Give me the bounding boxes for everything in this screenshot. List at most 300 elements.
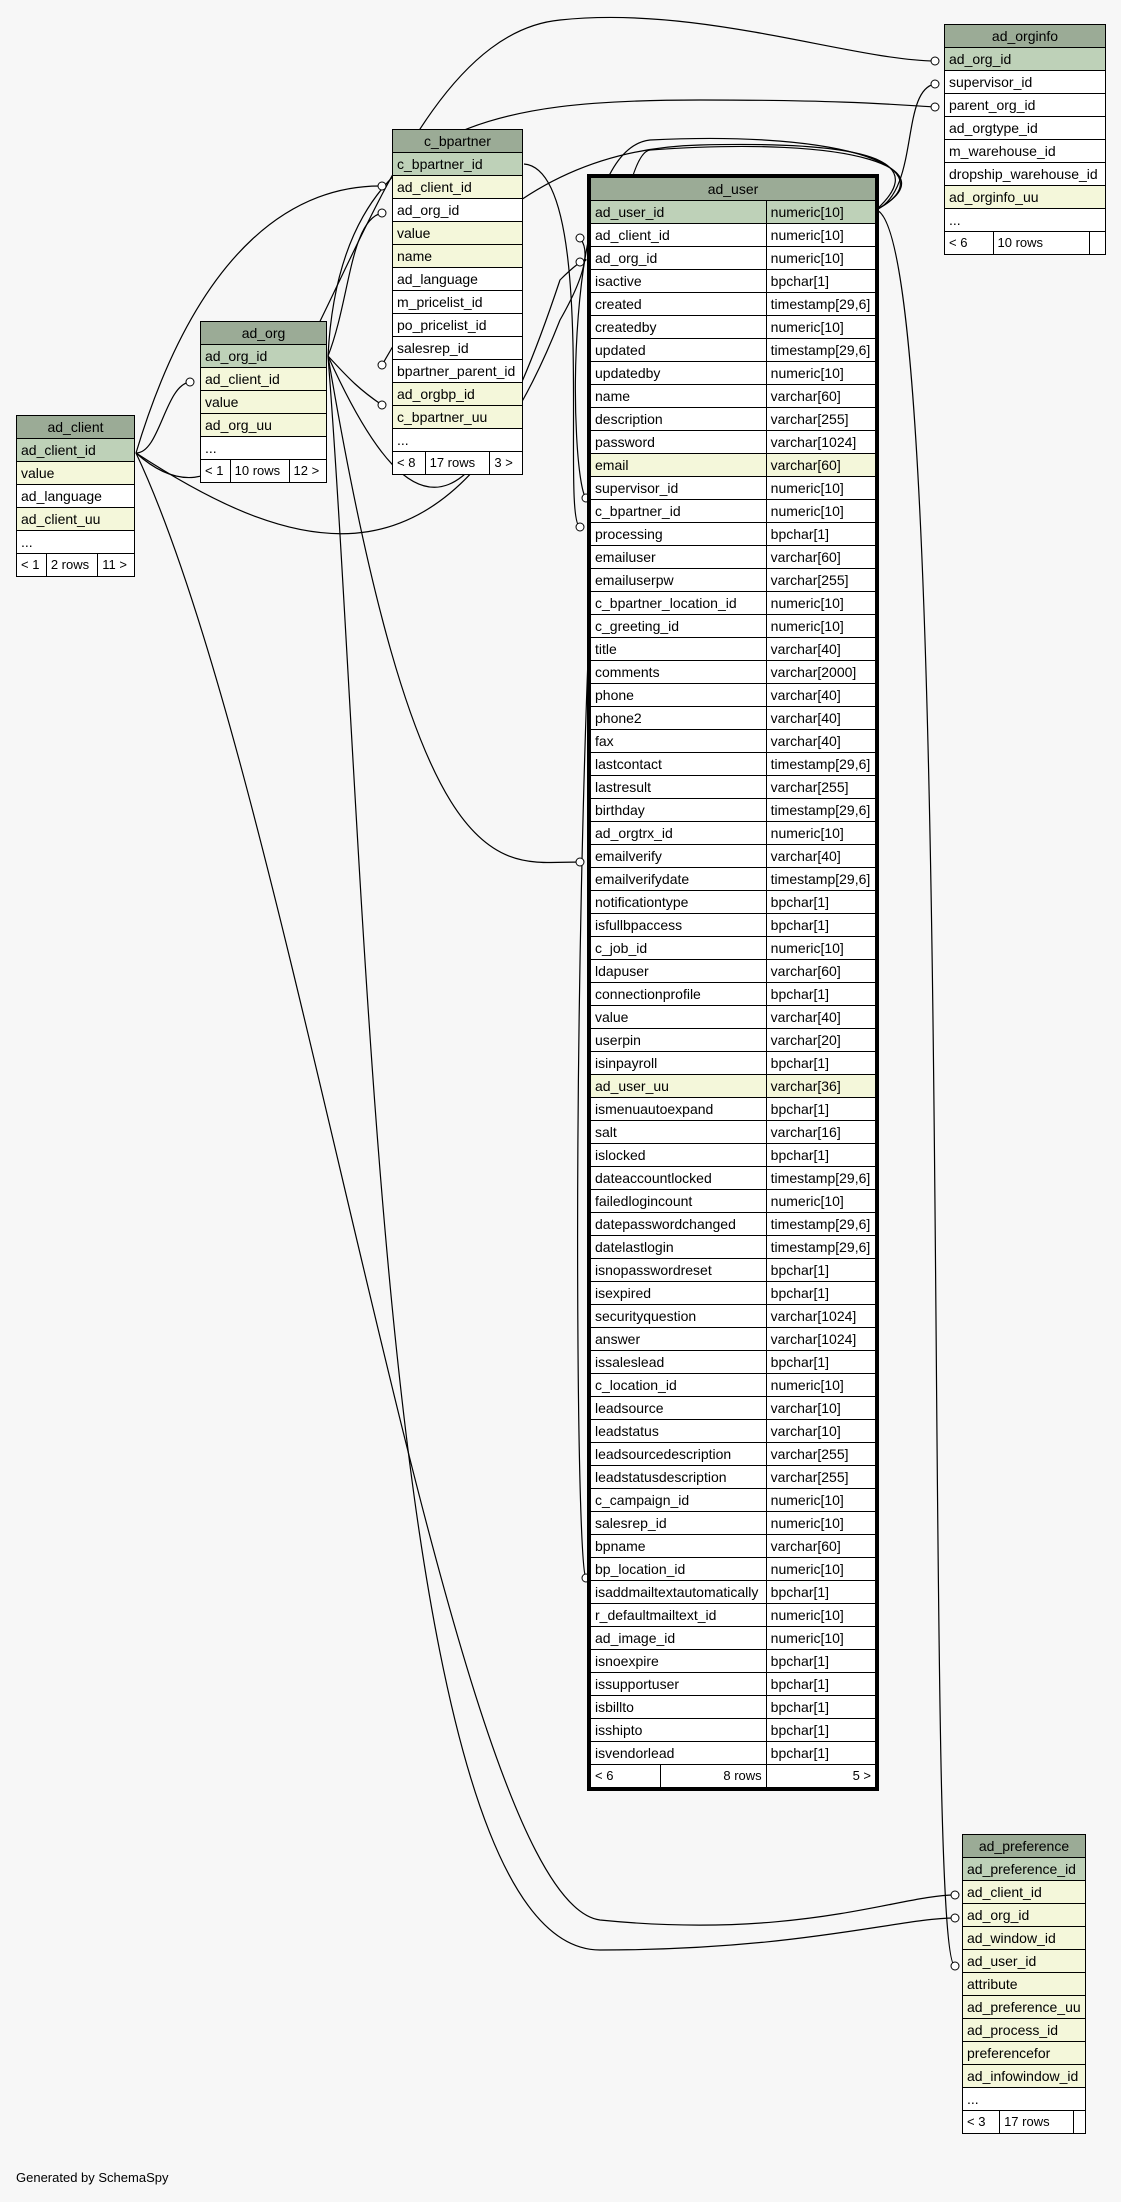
- column-type: bpchar[1]: [766, 1673, 875, 1696]
- column-type: numeric[10]: [766, 500, 875, 523]
- column-name: ad_infowindow_id: [963, 2065, 1086, 2088]
- column-row: [591, 339, 876, 362]
- column-row: [945, 71, 1106, 94]
- column-name: c_campaign_id: [591, 1489, 767, 1512]
- column-name: processing: [591, 523, 767, 546]
- column-type: varchar[1024]: [766, 1328, 875, 1351]
- table-header-row: [201, 322, 327, 345]
- column-row: [591, 638, 876, 661]
- column-name: createdby: [591, 316, 767, 339]
- relationship-line-bpartner-to-user-bpartner: [524, 164, 580, 527]
- table-footer-row: [393, 452, 523, 475]
- relationship-line-ad-client-to-ad-org: [136, 382, 190, 453]
- parents-count: < 3: [963, 2111, 1000, 2134]
- table-title: ad_orginfo: [945, 25, 1106, 48]
- column-name: ad_client_id: [201, 368, 327, 391]
- table-header-row: [963, 1835, 1086, 1858]
- column-name: ad_org_uu: [201, 414, 327, 437]
- column-row: [591, 1443, 876, 1466]
- column-type: bpchar[1]: [766, 270, 875, 293]
- children-count: 12 >: [289, 460, 326, 483]
- column-type: varchar[40]: [766, 707, 875, 730]
- column-name: issaleslead: [591, 1351, 767, 1374]
- column-row: [963, 1996, 1086, 2019]
- column-name: ad_orginfo_uu: [945, 186, 1106, 209]
- column-type: varchar[10]: [766, 1397, 875, 1420]
- column-name: name: [393, 245, 523, 268]
- column-row: [591, 247, 876, 270]
- column-name: updatedby: [591, 362, 767, 385]
- column-name: ...: [393, 429, 523, 452]
- column-type: varchar[40]: [766, 684, 875, 707]
- table-ad-preference[interactable]: [962, 1834, 1086, 2134]
- column-row: [591, 1282, 876, 1305]
- column-type: numeric[10]: [766, 615, 875, 638]
- table-ad-user[interactable]: [590, 177, 876, 1788]
- column-name: supervisor_id: [945, 71, 1106, 94]
- table-ad-orginfo[interactable]: [944, 24, 1106, 255]
- column-name: isaddmailtextautomatically: [591, 1581, 767, 1604]
- column-name: isvendorlead: [591, 1742, 767, 1765]
- table-title: ad_user: [591, 178, 876, 201]
- column-name: isshipto: [591, 1719, 767, 1742]
- zero-or-many-marker: [378, 401, 386, 409]
- column-type: numeric[10]: [766, 1512, 875, 1535]
- column-name: bpartner_parent_id: [393, 360, 523, 383]
- parents-count: < 8: [393, 452, 426, 475]
- column-type: numeric[10]: [766, 316, 875, 339]
- column-row: [963, 1973, 1086, 1996]
- column-name: ldapuser: [591, 960, 767, 983]
- relationship-line-ad-org-to-bpartner-orgbp: [328, 356, 382, 405]
- column-type: timestamp[29,6]: [766, 868, 875, 891]
- column-row: [963, 2065, 1086, 2088]
- column-name: ad_client_id: [591, 224, 767, 247]
- column-type: numeric[10]: [766, 1190, 875, 1213]
- column-type: varchar[1024]: [766, 1305, 875, 1328]
- column-name: ad_org_id: [201, 345, 327, 368]
- column-name: phone2: [591, 707, 767, 730]
- column-row: [591, 1397, 876, 1420]
- column-row: [591, 730, 876, 753]
- column-name: salt: [591, 1121, 767, 1144]
- column-row: [963, 1858, 1086, 1881]
- column-row: [591, 1604, 876, 1627]
- column-row: [591, 1236, 876, 1259]
- column-name: name: [591, 385, 767, 408]
- column-row: [591, 1121, 876, 1144]
- column-row: [945, 140, 1106, 163]
- column-row: [945, 94, 1106, 117]
- column-name: ad_orgtrx_id: [591, 822, 767, 845]
- column-name: ad_client_id: [393, 176, 523, 199]
- table-footer-row: [201, 460, 327, 483]
- column-row: [591, 822, 876, 845]
- column-row: [945, 48, 1106, 71]
- column-name: leadstatus: [591, 1420, 767, 1443]
- column-name: ad_window_id: [963, 1927, 1086, 1950]
- column-row: [591, 1190, 876, 1213]
- column-row: [393, 383, 523, 406]
- column-name: emailuser: [591, 546, 767, 569]
- column-type: bpchar[1]: [766, 1719, 875, 1742]
- column-name: ad_org_id: [963, 1904, 1086, 1927]
- column-row: [963, 1927, 1086, 1950]
- column-name: islocked: [591, 1144, 767, 1167]
- column-name: ...: [945, 209, 1106, 232]
- column-row: [591, 431, 876, 454]
- column-row: [591, 983, 876, 1006]
- column-type: bpchar[1]: [766, 1098, 875, 1121]
- column-type: varchar[36]: [766, 1075, 875, 1098]
- table-header-row: [591, 178, 876, 201]
- column-name: email: [591, 454, 767, 477]
- zero-or-many-marker: [378, 361, 386, 369]
- row-count: 8 rows: [661, 1765, 767, 1788]
- generated-by-note: Generated by SchemaSpy: [16, 2170, 169, 2185]
- column-type: timestamp[29,6]: [766, 1236, 875, 1259]
- column-row: [591, 960, 876, 983]
- column-type: numeric[10]: [766, 362, 875, 385]
- column-row: [591, 1489, 876, 1512]
- zero-or-many-marker: [576, 258, 584, 266]
- column-name: c_job_id: [591, 937, 767, 960]
- column-row: [591, 1742, 876, 1765]
- column-name: dropship_warehouse_id: [945, 163, 1106, 186]
- column-row: [591, 270, 876, 293]
- table-ad-client[interactable]: [16, 415, 135, 577]
- column-row: [591, 799, 876, 822]
- column-row: [963, 1950, 1086, 1973]
- table-title: c_bpartner: [393, 130, 523, 153]
- row-count: 10 rows: [230, 460, 289, 483]
- column-name: c_location_id: [591, 1374, 767, 1397]
- column-row: [591, 1535, 876, 1558]
- column-row: [17, 485, 135, 508]
- column-name: emailuserpw: [591, 569, 767, 592]
- column-row: [17, 508, 135, 531]
- column-type: bpchar[1]: [766, 1282, 875, 1305]
- column-name: issupportuser: [591, 1673, 767, 1696]
- column-type: numeric[10]: [766, 247, 875, 270]
- column-name: ad_client_id: [963, 1881, 1086, 1904]
- column-name: ismenuautoexpand: [591, 1098, 767, 1121]
- column-name: ad_language: [393, 268, 523, 291]
- column-row: [591, 1627, 876, 1650]
- column-type: numeric[10]: [766, 937, 875, 960]
- column-type: varchar[255]: [766, 569, 875, 592]
- column-type: varchar[60]: [766, 546, 875, 569]
- column-type: varchar[40]: [766, 730, 875, 753]
- zero-or-many-marker: [951, 1914, 959, 1922]
- column-type: timestamp[29,6]: [766, 1213, 875, 1236]
- children-count: 11 >: [98, 554, 135, 577]
- column-name: emailverifydate: [591, 868, 767, 891]
- column-row: [393, 268, 523, 291]
- column-name: connectionprofile: [591, 983, 767, 1006]
- column-type: varchar[255]: [766, 1443, 875, 1466]
- column-name: bp_location_id: [591, 1558, 767, 1581]
- column-name: updated: [591, 339, 767, 362]
- column-row: [201, 437, 327, 460]
- column-name: ad_org_id: [393, 199, 523, 222]
- column-name: birthday: [591, 799, 767, 822]
- column-row: [201, 414, 327, 437]
- column-row: [591, 615, 876, 638]
- column-row: [393, 245, 523, 268]
- column-name: isfullbpaccess: [591, 914, 767, 937]
- column-name: isnopasswordreset: [591, 1259, 767, 1282]
- column-name: attribute: [963, 1973, 1086, 1996]
- column-row: [17, 531, 135, 554]
- column-row: [945, 209, 1106, 232]
- zero-or-many-marker: [931, 80, 939, 88]
- column-row: [591, 546, 876, 569]
- column-row: [591, 1466, 876, 1489]
- zero-or-many-marker: [378, 209, 386, 217]
- column-row: [393, 153, 523, 176]
- row-count: 17 rows: [425, 452, 490, 475]
- column-name: dateaccountlocked: [591, 1167, 767, 1190]
- column-name: ad_process_id: [963, 2019, 1086, 2042]
- zero-or-many-marker: [576, 858, 584, 866]
- column-name: created: [591, 293, 767, 316]
- column-name: value: [17, 462, 135, 485]
- column-type: varchar[60]: [766, 960, 875, 983]
- column-row: [591, 1581, 876, 1604]
- column-row: [591, 385, 876, 408]
- column-row: [591, 1650, 876, 1673]
- column-type: numeric[10]: [766, 822, 875, 845]
- column-row: [591, 914, 876, 937]
- column-row: [591, 1144, 876, 1167]
- table-footer-row: [17, 554, 135, 577]
- column-type: numeric[10]: [766, 201, 875, 224]
- column-row: [591, 753, 876, 776]
- column-row: [393, 406, 523, 429]
- table-title: ad_org: [201, 322, 327, 345]
- column-row: [591, 500, 876, 523]
- column-name: ad_orgbp_id: [393, 383, 523, 406]
- column-name: ad_language: [17, 485, 135, 508]
- column-row: [591, 1328, 876, 1351]
- column-row: [17, 439, 135, 462]
- children-count: 5 >: [766, 1765, 875, 1788]
- row-count: 10 rows: [993, 232, 1089, 255]
- column-type: bpchar[1]: [766, 1581, 875, 1604]
- column-type: numeric[10]: [766, 477, 875, 500]
- column-name: ...: [17, 531, 135, 554]
- column-type: timestamp[29,6]: [766, 1167, 875, 1190]
- column-row: [591, 684, 876, 707]
- column-name: datelastlogin: [591, 1236, 767, 1259]
- column-row: [591, 1374, 876, 1397]
- column-name: ad_org_id: [591, 247, 767, 270]
- column-row: [591, 661, 876, 684]
- column-type: varchar[40]: [766, 845, 875, 868]
- column-name: value: [591, 1006, 767, 1029]
- column-name: bpname: [591, 1535, 767, 1558]
- table-title: ad_client: [17, 416, 135, 439]
- column-type: numeric[10]: [766, 1489, 875, 1512]
- table-c-bpartner[interactable]: [392, 129, 523, 475]
- column-name: c_greeting_id: [591, 615, 767, 638]
- column-type: bpchar[1]: [766, 1259, 875, 1282]
- column-type: varchar[40]: [766, 638, 875, 661]
- column-name: ad_user_uu: [591, 1075, 767, 1098]
- column-name: ...: [963, 2088, 1086, 2111]
- column-type: numeric[10]: [766, 1374, 875, 1397]
- relationship-line-user-to-preference-user: [876, 210, 955, 1966]
- column-type: varchar[1024]: [766, 431, 875, 454]
- column-name: isnoexpire: [591, 1650, 767, 1673]
- parents-count: < 1: [17, 554, 47, 577]
- column-type: timestamp[29,6]: [766, 799, 875, 822]
- column-name: ad_client_id: [17, 439, 135, 462]
- column-row: [591, 362, 876, 385]
- column-row: [591, 224, 876, 247]
- column-row: [591, 201, 876, 224]
- zero-or-many-marker: [582, 494, 590, 502]
- column-row: [393, 429, 523, 452]
- column-type: varchar[60]: [766, 454, 875, 477]
- column-type: varchar[20]: [766, 1029, 875, 1052]
- column-name: userpin: [591, 1029, 767, 1052]
- column-name: po_pricelist_id: [393, 314, 523, 337]
- column-row: [591, 477, 876, 500]
- column-row: [591, 523, 876, 546]
- column-row: [963, 1904, 1086, 1927]
- column-row: [591, 1075, 876, 1098]
- zero-or-many-marker: [582, 1574, 590, 1582]
- column-type: varchar[60]: [766, 1535, 875, 1558]
- column-name: m_pricelist_id: [393, 291, 523, 314]
- zero-or-many-marker: [931, 103, 939, 111]
- zero-or-many-marker: [951, 1962, 959, 1970]
- column-name: salesrep_id: [591, 1512, 767, 1535]
- column-row: [591, 845, 876, 868]
- column-type: bpchar[1]: [766, 1144, 875, 1167]
- table-footer-row: [945, 232, 1106, 255]
- column-row: [963, 2088, 1086, 2111]
- column-name: failedlogincount: [591, 1190, 767, 1213]
- column-name: ad_preference_id: [963, 1858, 1086, 1881]
- column-row: [17, 462, 135, 485]
- column-row: [945, 117, 1106, 140]
- column-name: m_warehouse_id: [945, 140, 1106, 163]
- column-row: [393, 314, 523, 337]
- zero-or-many-marker: [186, 378, 194, 386]
- column-type: varchar[255]: [766, 408, 875, 431]
- column-name: preferencefor: [963, 2042, 1086, 2065]
- column-type: bpchar[1]: [766, 523, 875, 546]
- row-count: 2 rows: [46, 554, 97, 577]
- column-type: varchar[255]: [766, 1466, 875, 1489]
- column-type: bpchar[1]: [766, 1052, 875, 1075]
- zero-or-many-marker: [378, 182, 386, 190]
- column-row: [393, 291, 523, 314]
- column-name: lastresult: [591, 776, 767, 799]
- column-name: parent_org_id: [945, 94, 1106, 117]
- column-row: [963, 1881, 1086, 1904]
- children-count: 3 >: [490, 452, 523, 475]
- column-row: [963, 2042, 1086, 2065]
- column-type: bpchar[1]: [766, 1742, 875, 1765]
- column-name: ad_preference_uu: [963, 1996, 1086, 2019]
- parents-count: < 6: [591, 1765, 661, 1788]
- column-name: ad_client_uu: [17, 508, 135, 531]
- column-row: [393, 337, 523, 360]
- column-row: [591, 868, 876, 891]
- column-row: [591, 1305, 876, 1328]
- table-ad-org[interactable]: [200, 321, 327, 483]
- column-name: comments: [591, 661, 767, 684]
- table-footer-row: [963, 2111, 1086, 2134]
- column-row: [393, 360, 523, 383]
- column-row: [945, 186, 1106, 209]
- column-row: [945, 163, 1106, 186]
- column-row: [393, 199, 523, 222]
- column-row: [591, 1351, 876, 1374]
- column-type: bpchar[1]: [766, 1351, 875, 1374]
- column-name: value: [393, 222, 523, 245]
- column-row: [201, 368, 327, 391]
- column-name: answer: [591, 1328, 767, 1351]
- children-count: [1073, 2111, 1085, 2134]
- column-name: r_defaultmailtext_id: [591, 1604, 767, 1627]
- column-name: leadsourcedescription: [591, 1443, 767, 1466]
- column-name: phone: [591, 684, 767, 707]
- column-name: isbillto: [591, 1696, 767, 1719]
- column-name: c_bpartner_uu: [393, 406, 523, 429]
- column-row: [591, 592, 876, 615]
- column-row: [591, 1052, 876, 1075]
- column-type: varchar[40]: [766, 1006, 875, 1029]
- column-type: bpchar[1]: [766, 1696, 875, 1719]
- column-row: [591, 1213, 876, 1236]
- table-header-row: [17, 416, 135, 439]
- column-row: [591, 937, 876, 960]
- column-type: varchar[16]: [766, 1121, 875, 1144]
- column-name: isexpired: [591, 1282, 767, 1305]
- column-name: c_bpartner_location_id: [591, 592, 767, 615]
- column-row: [591, 1167, 876, 1190]
- column-name: supervisor_id: [591, 477, 767, 500]
- column-name: ad_orgtype_id: [945, 117, 1106, 140]
- column-type: numeric[10]: [766, 592, 875, 615]
- column-name: ...: [201, 437, 327, 460]
- column-row: [393, 176, 523, 199]
- column-row: [201, 345, 327, 368]
- table-header-row: [945, 25, 1106, 48]
- column-row: [591, 1512, 876, 1535]
- zero-or-many-marker: [951, 1891, 959, 1899]
- column-row: [591, 707, 876, 730]
- column-name: value: [201, 391, 327, 414]
- relationship-line-user-to-orginfo-supervisor: [876, 84, 935, 210]
- parents-count: < 1: [201, 460, 231, 483]
- table-title: ad_preference: [963, 1835, 1086, 1858]
- column-name: notificationtype: [591, 891, 767, 914]
- column-type: timestamp[29,6]: [766, 339, 875, 362]
- column-type: timestamp[29,6]: [766, 753, 875, 776]
- column-type: numeric[10]: [766, 1604, 875, 1627]
- column-type: numeric[10]: [766, 1558, 875, 1581]
- column-name: emailverify: [591, 845, 767, 868]
- column-type: numeric[10]: [766, 1627, 875, 1650]
- column-row: [591, 1029, 876, 1052]
- column-name: ad_org_id: [945, 48, 1106, 71]
